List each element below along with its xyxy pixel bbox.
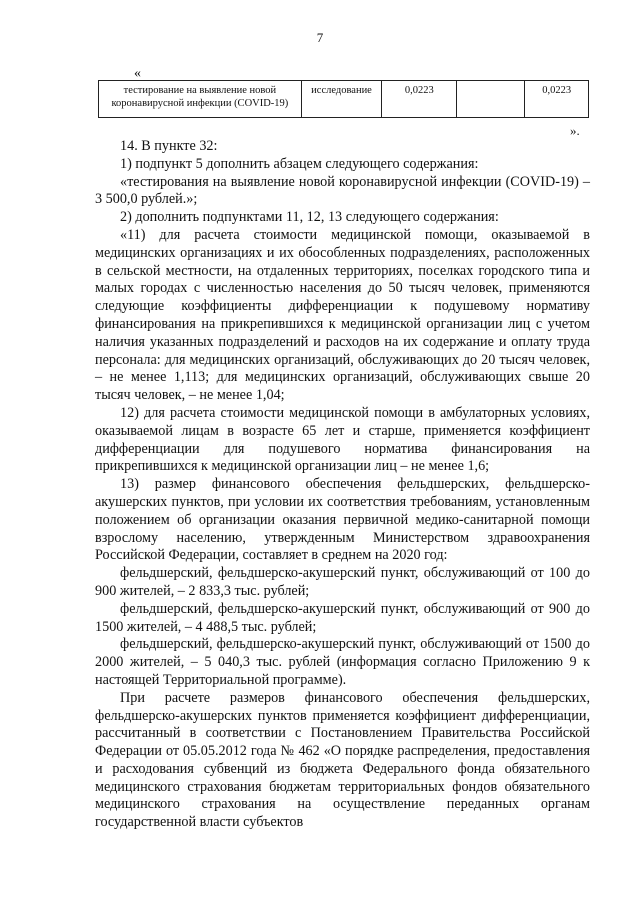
tariff-table: [98, 80, 589, 118]
paragraph-testing-cost: «тестирования на выявление новой коронавирусной инфекции (COVID-19) – 3 500,0 рублей.»;: [95, 173, 590, 208]
paragraph-point-11: «11) для расчета стоимости медицинской помощи, оказываемой в медицинских организациях и их обособленных подразделениях, расположенных в сельской местности, на отдаленных территориях, поселках городского типа и малых городах с численностью населения до 50 тысяч человек, применяются следующие коэффициенты дифференциации к подушевому нормативу финансирования на прикрепившихся к медицинской организации лиц с учетом наличия указанных подразделений и расходов на их содержание и оплату труда персонала: для медицинских организаций, обслуживающих до 20 тысяч человек, – не менее 1,113; для медицинских организаций, обслуживающих свыше 20 тысяч человек, – не менее 1,04;: [95, 226, 590, 404]
page-number: 7: [316, 30, 324, 45]
paragraph-subitem-1: 1) подпункт 5 дополнить абзацем следующего содержания:: [120, 155, 479, 172]
paragraph-point-12: 12) для расчета стоимости медицинской помощи в амбулаторных условиях, оказываемой лицам в возрасте 65 лет и старше, применяется коэффициент дифференциации для подушевого норматива финансирования на прикрепившихся к медицинской организации лиц – не менее 1,6;: [95, 404, 590, 475]
paragraph-fap-100-900: фельдшерский, фельдшерско-акушерский пункт, обслуживающий от 100 до 900 жителей, – 2 833,3 тыс. рублей;: [95, 565, 590, 599]
table-cell-unit: исследование: [301, 81, 381, 118]
opening-quote: «: [134, 66, 141, 81]
paragraph-item-14: 14. В пункте 32:: [120, 138, 218, 154]
paragraph-point-13: 13) размер финансового обеспечения фельдшерских, фельдшерско-акушерских пунктов, при условии их соответствия требованиям, установленным положением об организации оказания первичной медико-санитарной помощи взрослому населению, утвержденным Министерством здравоохранения Российской Федерации, составляет в среднем на 2020 год:: [95, 476, 590, 564]
paragraph-fap-900-1500: фельдшерский, фельдшерско-акушерский пункт, обслуживающий от 900 до 1500 жителей, – 4 488,5 тыс. рублей;: [95, 600, 590, 635]
paragraph-coefficient: При расчете размеров финансового обеспечения фельдшерских, фельдшерско-акушерских пунктов применяется коэффициент дифференциации, рассчитанный в соответствии с Постановлением Правительства Российской Федерации от 05.05.2012 года № 462 «О порядке распределения, предоставления и расходования субвенций из бюджета Федерального фонда обязательного медицинского страхования бюджетам территориальных фондов обязательного медицинского страхования на осуществление переданных органам государственной власти субъектов: [95, 689, 590, 831]
closing-quote: ».: [570, 123, 580, 138]
table-cell-empty: [457, 81, 525, 118]
paragraph-fap-1500-2000: фельдшерский, фельдшерско-акушерский пункт, обслуживающий от 1500 до 2000 жителей, – 5 040,3 тыс. рублей (информация согласно Приложению 9 к настоящей Территориальной программе).: [95, 636, 590, 688]
table-cell-total: 0,0223: [525, 81, 589, 118]
document-body: [95, 138, 590, 832]
table-cell-service: тестирование на выявление новой коронавирусной инфекции (COVID-19): [99, 81, 302, 118]
table-row: [99, 81, 589, 118]
paragraph-subitem-2: 2) дополнить подпунктами 11, 12, 13 следующего содержания:: [120, 209, 499, 226]
table-cell-value: 0,0223: [382, 81, 457, 118]
